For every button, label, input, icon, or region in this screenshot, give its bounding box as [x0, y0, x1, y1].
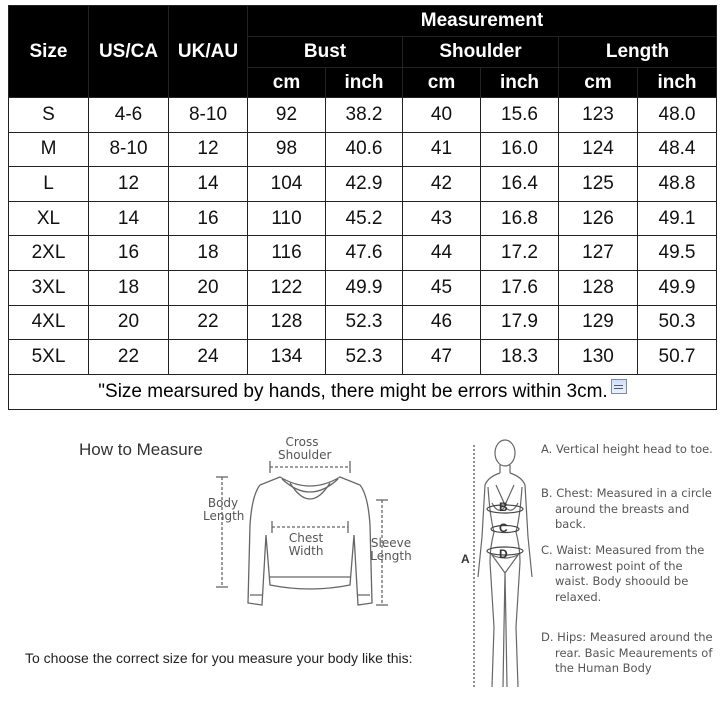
size-table-body — [9, 98, 717, 375]
chest-width-label: Chest Width — [288, 531, 324, 558]
table-cell: 40 — [403, 98, 481, 133]
header-bust-inch: inch — [326, 68, 403, 98]
table-cell: S — [9, 98, 89, 133]
sleeve-length-label: Sleeve Length — [370, 536, 412, 563]
table-cell: 16.8 — [481, 201, 559, 236]
table-cell: 17.9 — [481, 305, 559, 340]
body-label-d: D — [499, 547, 508, 561]
table-cell: 18 — [89, 270, 169, 305]
table-row — [9, 167, 717, 202]
header-measurement: Measurement — [248, 6, 717, 37]
table-cell: 40.6 — [326, 132, 403, 167]
table-row — [9, 98, 717, 133]
human-body-diagram — [470, 437, 540, 697]
cross-shoulder-label: Cross Shoulder — [278, 435, 332, 462]
definition-d: D. Hips: Measured around the rear. Basic Meaurements of the Human Body — [541, 630, 713, 675]
header-size: Size — [9, 6, 89, 98]
table-row — [9, 236, 717, 271]
table-cell: 17.2 — [481, 236, 559, 271]
table-cell: 49.1 — [638, 201, 717, 236]
table-cell: 45.2 — [326, 201, 403, 236]
size-chart-table — [8, 5, 717, 410]
table-row — [9, 340, 717, 375]
table-cell: 4XL — [9, 305, 89, 340]
body-length-label: Body Length — [203, 496, 245, 523]
table-cell: 4-6 — [89, 98, 169, 133]
how-to-measure-title: How to Measure — [79, 440, 203, 459]
table-cell: 15.6 — [481, 98, 559, 133]
table-cell: 128 — [248, 305, 326, 340]
table-cell: 49.5 — [638, 236, 717, 271]
table-cell: 41 — [403, 132, 481, 167]
table-cell: 3XL — [9, 270, 89, 305]
table-cell: 38.2 — [326, 98, 403, 133]
table-cell: 47 — [403, 340, 481, 375]
table-cell: 18 — [169, 236, 248, 271]
table-cell: 48.8 — [638, 167, 717, 202]
body-label-b: B — [499, 500, 508, 514]
header-length-cm: cm — [559, 68, 638, 98]
table-cell: 49.9 — [638, 270, 717, 305]
table-cell: 8-10 — [169, 98, 248, 133]
definition-b: B. Chest: Measured in a circle around the breasts and back. — [541, 486, 712, 531]
body-label-a: A — [461, 552, 470, 566]
table-cell: 14 — [169, 167, 248, 202]
table-cell: 8-10 — [89, 132, 169, 167]
table-cell: 16 — [169, 201, 248, 236]
table-cell: 49.9 — [326, 270, 403, 305]
header-shoulder-cm: cm — [403, 68, 481, 98]
definition-a: A. Vertical height head to toe. — [541, 442, 713, 456]
table-cell: 92 — [248, 98, 326, 133]
table-cell: 116 — [248, 236, 326, 271]
choose-size-instruction: To choose the correct size for you measure your body like this: — [25, 650, 413, 666]
table-cell: 110 — [248, 201, 326, 236]
table-cell: 16 — [89, 236, 169, 271]
table-cell: 124 — [559, 132, 638, 167]
table-row — [9, 270, 717, 305]
note-text: "Size mearsured by hands, there might be errors within 3cm. — [98, 380, 608, 402]
header-length-inch: inch — [638, 68, 717, 98]
table-cell: 44 — [403, 236, 481, 271]
table-cell: 122 — [248, 270, 326, 305]
header-us-ca: US/CA — [89, 6, 169, 98]
table-cell: 128 — [559, 270, 638, 305]
table-cell: 2XL — [9, 236, 89, 271]
table-cell: 104 — [248, 167, 326, 202]
table-cell: 52.3 — [326, 340, 403, 375]
header-bust: Bust — [248, 37, 403, 68]
table-cell: 17.6 — [481, 270, 559, 305]
definition-c: C. Waist: Measured from the narrowest point of the waist. Body shoould be relaxed. — [541, 543, 705, 604]
table-cell: 22 — [169, 305, 248, 340]
header-shoulder: Shoulder — [403, 37, 559, 68]
table-cell: 129 — [559, 305, 638, 340]
table-cell: 14 — [89, 201, 169, 236]
header-uk-au: UK/AU — [169, 6, 248, 98]
table-cell: 42 — [403, 167, 481, 202]
table-cell: 5XL — [9, 340, 89, 375]
table-cell: 47.6 — [326, 236, 403, 271]
table-cell: M — [9, 132, 89, 167]
table-cell: 134 — [248, 340, 326, 375]
table-cell: 24 — [169, 340, 248, 375]
sweater-diagram — [210, 455, 410, 625]
table-cell: 16.4 — [481, 167, 559, 202]
table-cell: 123 — [559, 98, 638, 133]
table-cell: XL — [9, 201, 89, 236]
table-cell: 20 — [169, 270, 248, 305]
table-cell: 12 — [169, 132, 248, 167]
table-cell: 16.0 — [481, 132, 559, 167]
table-cell: 20 — [89, 305, 169, 340]
table-cell: 48.0 — [638, 98, 717, 133]
table-cell: 42.9 — [326, 167, 403, 202]
table-cell: 48.4 — [638, 132, 717, 167]
table-cell: 46 — [403, 305, 481, 340]
measurement-note — [9, 374, 717, 409]
table-cell: 12 — [89, 167, 169, 202]
table-cell: 18.3 — [481, 340, 559, 375]
header-length: Length — [559, 37, 717, 68]
table-cell: 127 — [559, 236, 638, 271]
table-cell: 45 — [403, 270, 481, 305]
table-cell: 50.3 — [638, 305, 717, 340]
table-cell: 22 — [89, 340, 169, 375]
table-cell: 52.3 — [326, 305, 403, 340]
table-row — [9, 132, 717, 167]
table-cell: 43 — [403, 201, 481, 236]
table-cell: 98 — [248, 132, 326, 167]
header-bust-cm: cm — [248, 68, 326, 98]
table-cell: 126 — [559, 201, 638, 236]
table-cell: 50.7 — [638, 340, 717, 375]
table-row — [9, 201, 717, 236]
note-icon — [611, 379, 627, 394]
measurement-definitions — [541, 442, 716, 701]
header-shoulder-inch: inch — [481, 68, 559, 98]
table-cell: 130 — [559, 340, 638, 375]
body-label-c: C — [499, 521, 508, 535]
table-cell: L — [9, 167, 89, 202]
table-row — [9, 305, 717, 340]
table-cell: 125 — [559, 167, 638, 202]
